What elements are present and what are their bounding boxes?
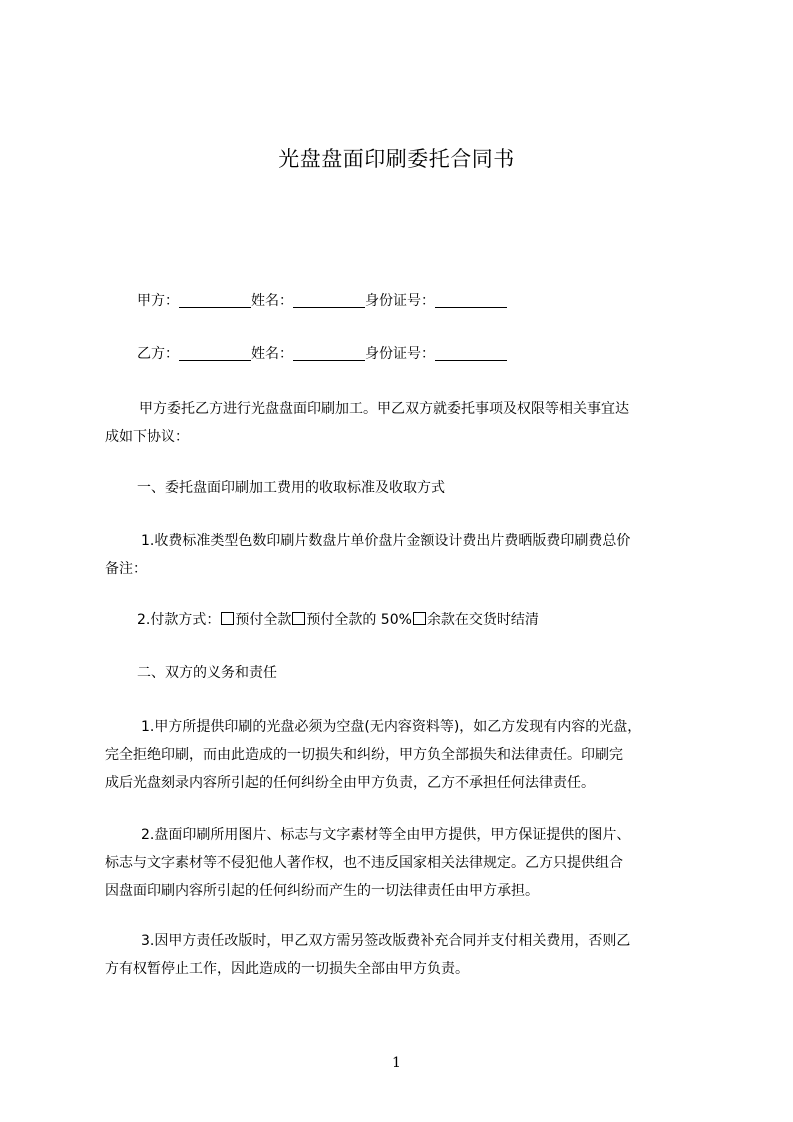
paragraph-line: 备注： xyxy=(105,561,147,577)
party-b-name-label: 姓名： xyxy=(251,346,293,362)
checkbox-full-prepay[interactable] xyxy=(221,612,234,625)
section-2-heading xyxy=(105,659,705,687)
document-title: 光盘盘面印刷委托合同书 xyxy=(278,147,515,171)
party-b-blank[interactable] xyxy=(179,346,251,361)
party-a-name-label: 姓名： xyxy=(251,293,293,309)
option-full-prepay: 预付全款 xyxy=(235,612,292,628)
paragraph-line: 3.因甲方责任改版时，甲乙双方需另签改版费补充合同并支付相关费用，否则乙 xyxy=(141,933,631,949)
checkbox-balance-on-delivery[interactable] xyxy=(413,612,426,625)
party-a-blank[interactable] xyxy=(179,293,251,308)
section-2-item-3 xyxy=(105,927,705,983)
paragraph-line: 完全拒绝印刷，而由此造成的一切损失和纠纷，甲方负全部损失和法律责任。印刷完 xyxy=(105,747,623,763)
party-b-id-blank[interactable] xyxy=(435,346,507,361)
section-2-item-2 xyxy=(105,821,705,905)
party-a-name-blank[interactable] xyxy=(293,293,365,308)
section-1-heading xyxy=(105,474,705,502)
paragraph-line: 方有权暂停止工作，因此造成的一切损失全部由甲方负责。 xyxy=(105,961,469,977)
intro-line: 成如下协议： xyxy=(105,429,189,445)
option-half-prepay: 预付全款的 50% xyxy=(306,612,412,628)
section-heading: 一、委托盘面印刷加工费用的收取标准及收取方式 xyxy=(137,480,445,496)
paragraph-line: 2.盘面印刷所用图片、标志与文字素材等全由甲方提供，甲方保证提供的图片、 xyxy=(141,827,631,843)
paragraph-line: 标志与文字素材等不侵犯他人著作权，也不违反国家相关法律规定。乙方只提供组合 xyxy=(105,855,623,871)
checkbox-half-prepay[interactable] xyxy=(292,612,305,625)
intro-line: 甲方委托乙方进行光盘盘面印刷加工。甲乙双方就委托事项及权限等相关事宜达 xyxy=(139,401,629,417)
party-b-label: 乙方： xyxy=(137,346,179,362)
paragraph-line: 因盘面印刷内容所引起的任何纠纷而产生的一切法律责任由甲方承担。 xyxy=(105,883,539,899)
section-heading: 二、双方的义务和责任 xyxy=(137,665,277,681)
section-1-item-1 xyxy=(105,527,705,583)
page-number: 1 xyxy=(392,1055,401,1071)
party-b-line xyxy=(105,340,705,368)
intro-paragraph xyxy=(105,395,705,451)
section-1-item-2 xyxy=(105,606,705,634)
party-a-line xyxy=(105,287,705,315)
paragraph-line: 1.收费标准类型色数印刷片数盘片单价盘片金额设计费出片费晒版费印刷费总价 xyxy=(141,533,631,549)
paragraph-line: 成后光盘刻录内容所引起的任何纠纷全由甲方负责，乙方不承担任何法律责任。 xyxy=(105,775,595,791)
payment-method-label: 2.付款方式： xyxy=(137,612,221,628)
option-balance-on-delivery: 余款在交货时结清 xyxy=(426,612,539,628)
paragraph-line: 1.甲方所提供印刷的光盘必须为空盘(无内容资料等)，如乙方发现有内容的光盘， xyxy=(141,719,642,735)
party-a-id-label: 身份证号： xyxy=(365,293,435,309)
party-a-id-blank[interactable] xyxy=(435,293,507,308)
section-2-item-1 xyxy=(105,713,705,797)
party-b-id-label: 身份证号： xyxy=(365,346,435,362)
party-a-label: 甲方： xyxy=(137,293,179,309)
party-b-name-blank[interactable] xyxy=(293,346,365,361)
